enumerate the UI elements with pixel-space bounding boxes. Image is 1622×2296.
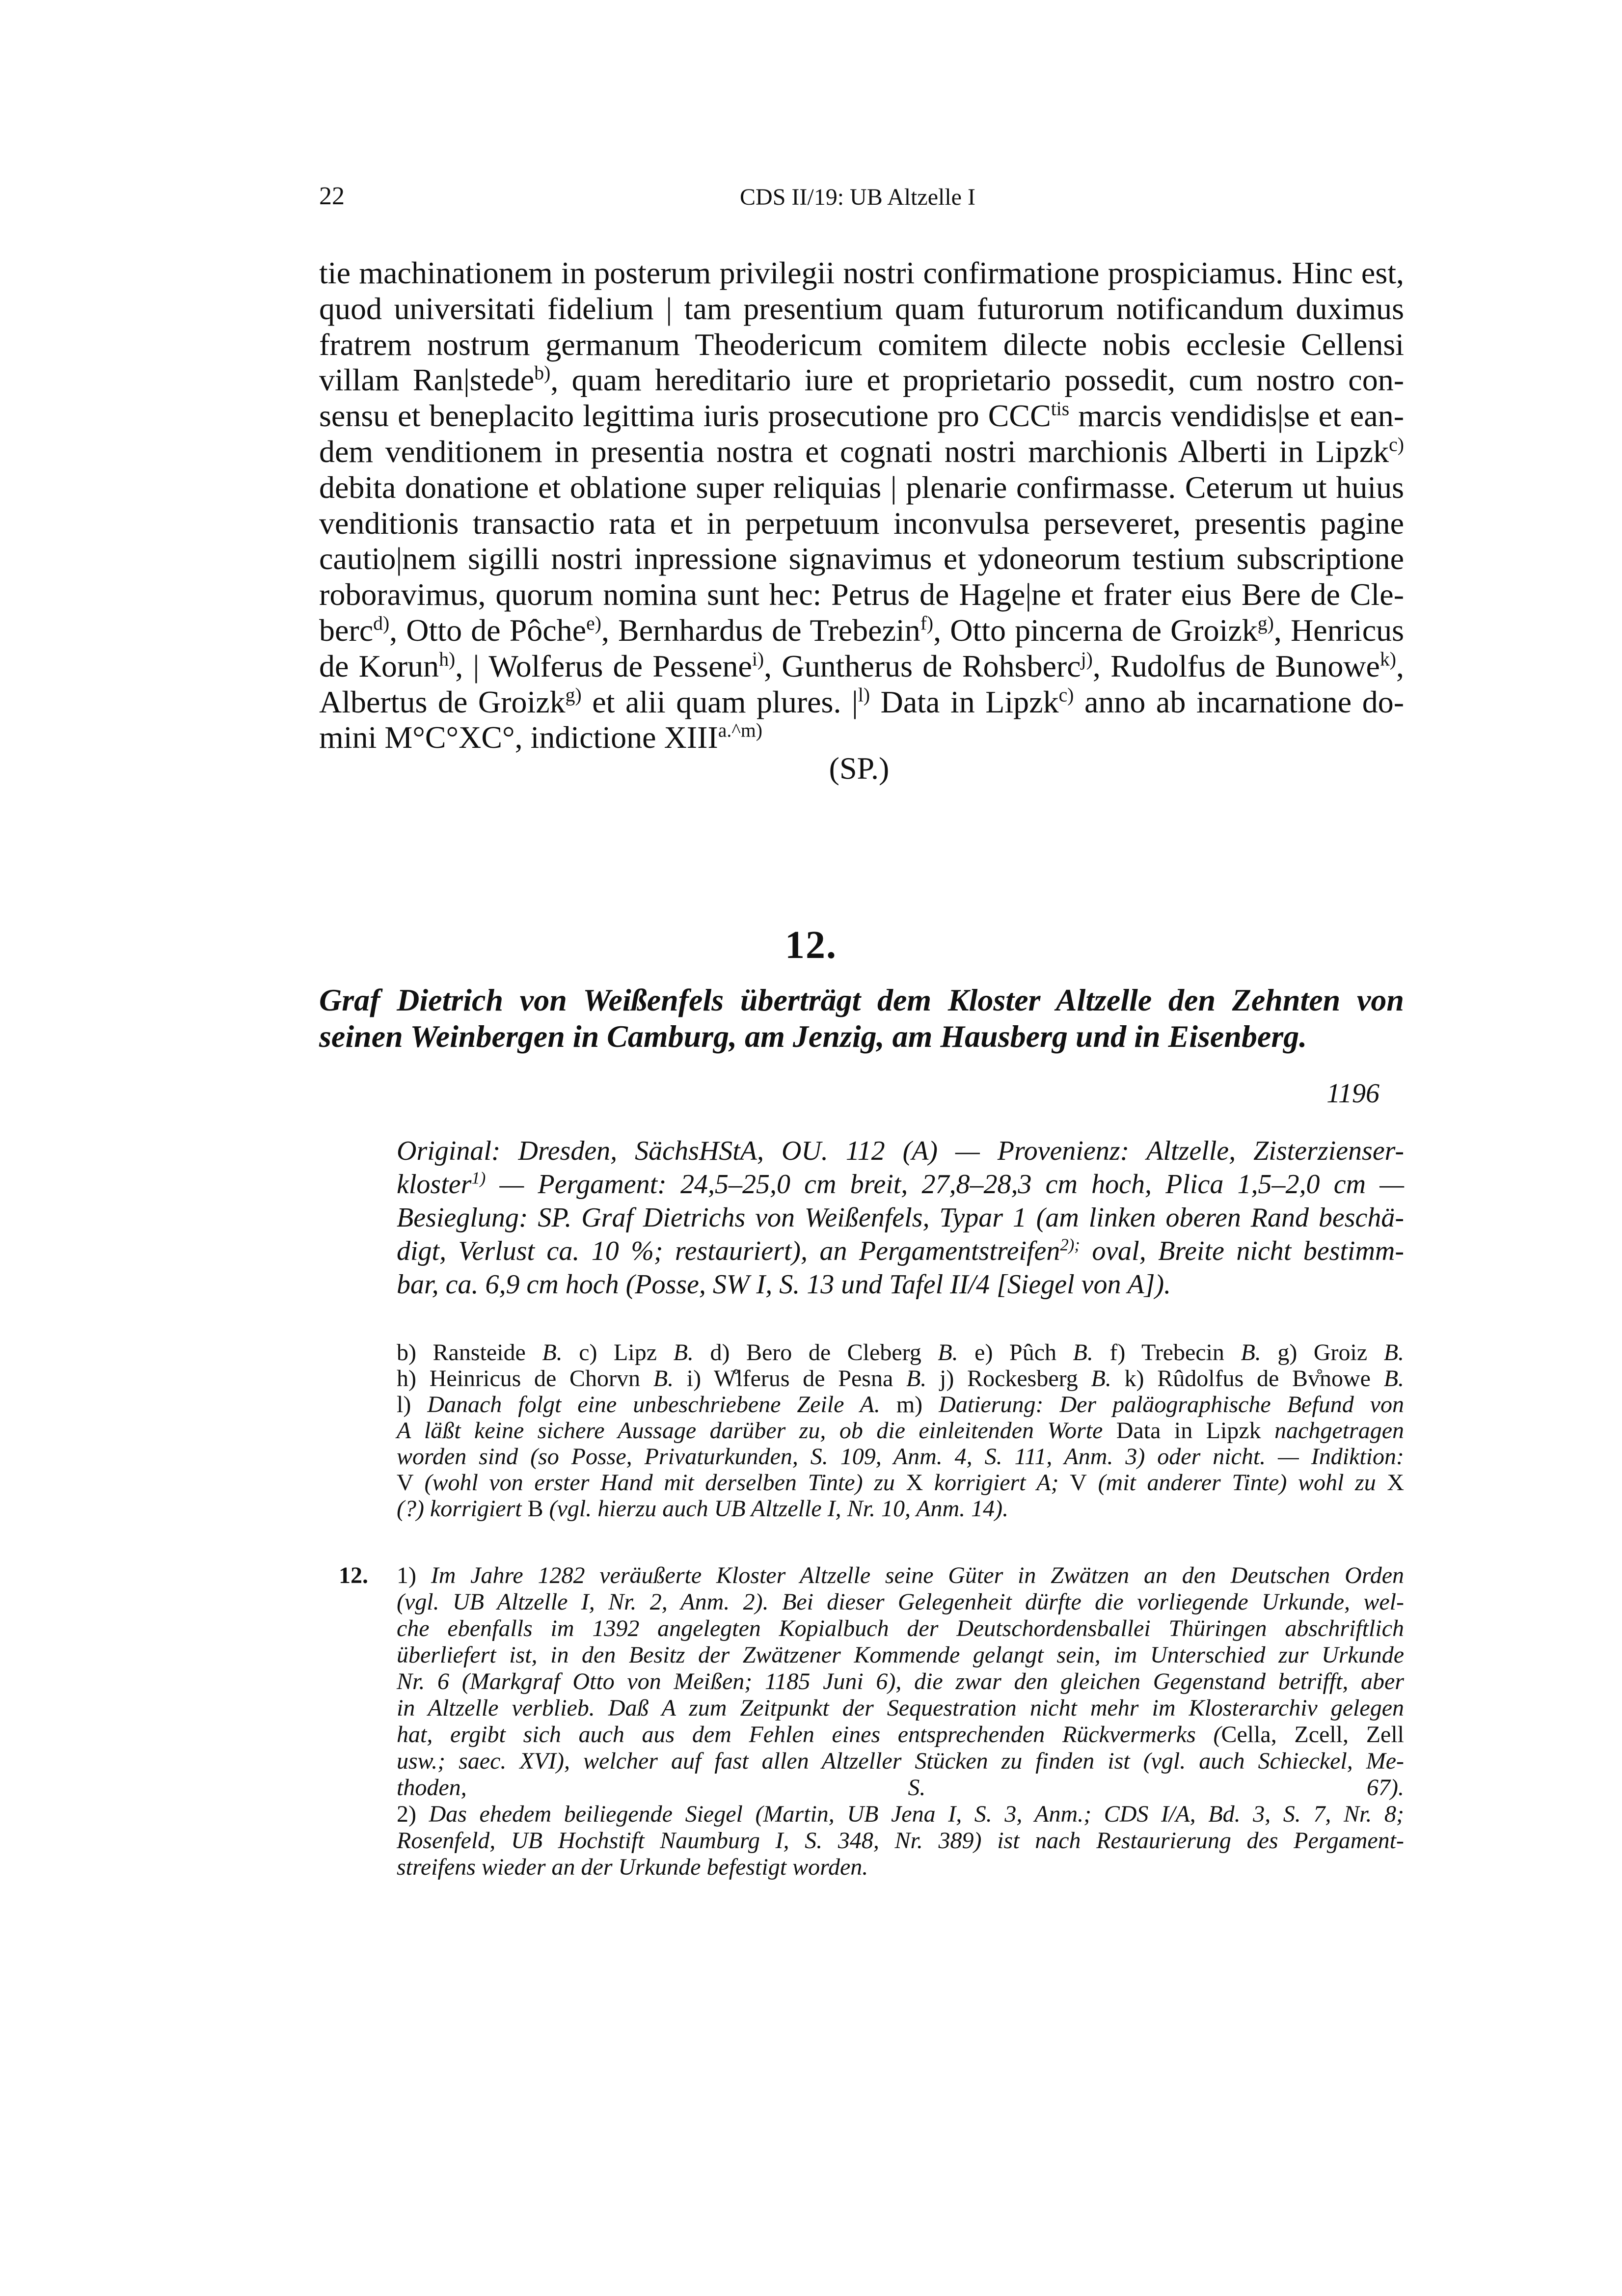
provenance-line: Besieglung: SP. Graf Dietrichs von Weißenfels, Typar 1 (am linken oberen Rand beschä- xyxy=(397,1203,1404,1233)
page-number: 22 xyxy=(319,182,345,210)
variant-note-line: A läßt keine sichere Aussage darüber zu, ob die einleitenden Worte Data in Lipzk nachgetragen xyxy=(397,1418,1405,1444)
charter-text-line: venditionis transactio rata et in perpetuum inconvulsa perseveret, presentis pagine xyxy=(319,505,1404,541)
document-title-line: Graf Dietrich von Weißenfels überträgt dem Kloster Altzelle den Zehnten von xyxy=(319,983,1404,1017)
charter-text-line: quod universitati fidelium | tam presentium quam futurorum notificandum duximus xyxy=(319,291,1404,326)
variant-note-line: l) Danach folgt eine unbeschriebene Zeile A. m) Datierung: Der paläographische Befund von xyxy=(397,1392,1404,1418)
footnote-line: hat, ergibt sich auch aus dem Fehlen eines entsprechenden Rückvermerks (Cella, Zcell, Zell xyxy=(397,1722,1404,1748)
charter-text-line: tie machinationem in posterum privilegii nostri confirmatione prospiciamus. Hinc est, xyxy=(319,255,1404,290)
charter-text-line: de Korun$^{h)}$, | Wolferus de Pessene$^{i)}$, Guntherus de Rohsberc$^{j)}$, Rudolfus de Bunowe$^{k)}$, xyxy=(319,648,1405,683)
footnote-text xyxy=(397,1562,1404,1881)
variant-notes xyxy=(397,1339,1404,1522)
document-number: 12. xyxy=(785,924,837,967)
footnote-line: che ebenfalls im 1392 angelegten Kopialbuch der Deutschordensballei Thüringen abschriftlich xyxy=(397,1615,1404,1641)
variant-note-line: b) Ransteide B. c) Lipz B. d) Bero de Cleberg B. e) Pûch B. f) Trebecin B. g) Groiz B. xyxy=(397,1339,1405,1366)
provenance-line: Original: Dresden, SächsHStA, OU. 112 (A) — Provenienz: Altzelle, Zisterzienser- xyxy=(397,1136,1404,1166)
provenance-line: digt, Verlust ca. 10 %; restauriert), an Pergamentstreifen$^{2);}$ oval, Breite nicht bestimm- xyxy=(397,1235,1405,1266)
footnote-line: thoden, S. 67). xyxy=(397,1775,1404,1801)
footnote-line: Nr. 6 (Markgraf Otto von Meißen; 1185 Juni 6), die zwar den gleichen Gegenstand betrifft, aber xyxy=(397,1668,1404,1695)
charter-text-line: fratrem nostrum germanum Theodericum comitem dilecte nobis ecclesie Cellensi xyxy=(319,327,1404,362)
charter-text-line: berc$^{d)}$, Otto de Pôche$^{e)}$, Bernhardus de Trebezin$^{f)}$, Otto pincerna de Groizk$^{g)}$, Henricus xyxy=(319,612,1404,648)
footnote-line: (vgl. UB Altzelle I, Nr. 2, Anm. 2). Bei dieser Gelegenheit dürfte die vorliegende Urkunde, wel- xyxy=(397,1589,1404,1615)
variant-note-line: worden sind (so Posse, Privaturkunden, S. 109, Anm. 4, S. 111, Anm. 3) oder nicht. — Indiktion: xyxy=(397,1444,1404,1470)
variant-note-line: h) Heinricus de Chorvn B. i) W̊lferus de Pesna B. j) Rockesberg B. k) Rûdolfus de Bv̊nowe B. xyxy=(397,1366,1405,1392)
running-head xyxy=(319,182,1396,221)
document-title-line: seinen Weinbergen in Camburg, am Jenzig, am Hausberg und in Eisenberg. xyxy=(319,1019,1307,1054)
provenance-line: bar, ca. 6,9 cm hoch (Posse, SW I, S. 13 und Tafel II/4 [Siegel von A]). xyxy=(397,1269,1171,1300)
charter-text-line: mini M°C°XC°, indictione $XIII^{a.\^{}m)}$ xyxy=(319,720,762,755)
charter-text-line: villam Ran|stede$^{b)}$, quam hereditario iure et proprietario possedit, cum nostro con- xyxy=(319,362,1405,398)
footnote-line: überliefert ist, in den Besitz der Zwätzener Kommende gelangt sein, im Unterschied zur Urkunde xyxy=(397,1642,1404,1668)
variant-note-line: V (wohl von erster Hand mit derselben Tinte) zu X korrigiert A; V (mit anderer Tinte) wohl zu X xyxy=(397,1470,1405,1496)
footnote-line: in Altzelle verblieb. Daß A zum Zeitpunkt der Sequestration nicht mehr im Klosterarchiv gelegen xyxy=(397,1695,1404,1721)
running-title: CDS II/19: UB Altzelle I xyxy=(740,184,975,210)
provenance-line: kloster$^{1)}$ — Pergament: 24,5–25,0 cm breit, 27,8–28,3 cm hoch, Plica 1,5–2,0 cm — xyxy=(397,1168,1404,1200)
seal-note: (SP.) xyxy=(829,751,890,786)
document-date: 1196 xyxy=(1326,1078,1379,1109)
charter-text-line: cautio|nem sigilli nostri inpressione signavimus et ydoneorum testium subscriptione xyxy=(319,541,1404,576)
charter-text-line: roboravimus, quorum nomina sunt hec: Petrus de Hage|ne et frater eius Bere de Cle- xyxy=(319,577,1404,612)
footnote-line: Rosenfeld, UB Hochstift Naumburg I, S. 348, Nr. 389) ist nach Restaurierung des Pergament- xyxy=(397,1828,1404,1854)
footnote-line: streifens wieder an der Urkunde befestigt worden. xyxy=(397,1854,868,1880)
charter-text-line: dem venditionem in presentia nostra et cognati nostri marchionis Alberti in Lipzk$^{c)}$ xyxy=(319,434,1404,469)
footnote-line: 1) Im Jahre 1282 veräußerte Kloster Altzelle seine Güter in Zwätzen an den Deutschen Orden xyxy=(397,1562,1405,1588)
footnote-line: 2) Das ehedem beiliegende Siegel (Martin, UB Jena I, S. 3, Anm.; CDS I/A, Bd. 3, S. 7, Nr. 8; xyxy=(397,1801,1404,1827)
footnote-document-number: 12. xyxy=(339,1562,368,1588)
charter-text-continuation xyxy=(319,255,1404,756)
provenance-description xyxy=(397,1134,1404,1301)
document-title xyxy=(319,982,1404,1055)
charter-text-line: Albertus de Groizk$^{g)}$ et alii quam plures. $|^{l)}$ Data in Lipzk$^{c)}$ anno ab incarnatione do- xyxy=(319,684,1405,719)
charter-text-line: debita donatione et oblatione super reliquias | plenarie confirmasse. Ceterum ut huius xyxy=(319,469,1404,505)
variant-note-line: (?) korrigiert B (vgl. hierzu auch UB Altzelle I, Nr. 10, Anm. 14). xyxy=(397,1496,1009,1522)
charter-text-line: sensu et beneplacito legittima iuris prosecutione pro $CCC^{tis}$ marcis vendidis|se et ean- xyxy=(319,398,1405,434)
footnote-line: usw.; saec. XVI), welcher auf fast allen Altzeller Stücken zu finden ist (vgl. auch Schieckel, Me- xyxy=(397,1748,1404,1774)
